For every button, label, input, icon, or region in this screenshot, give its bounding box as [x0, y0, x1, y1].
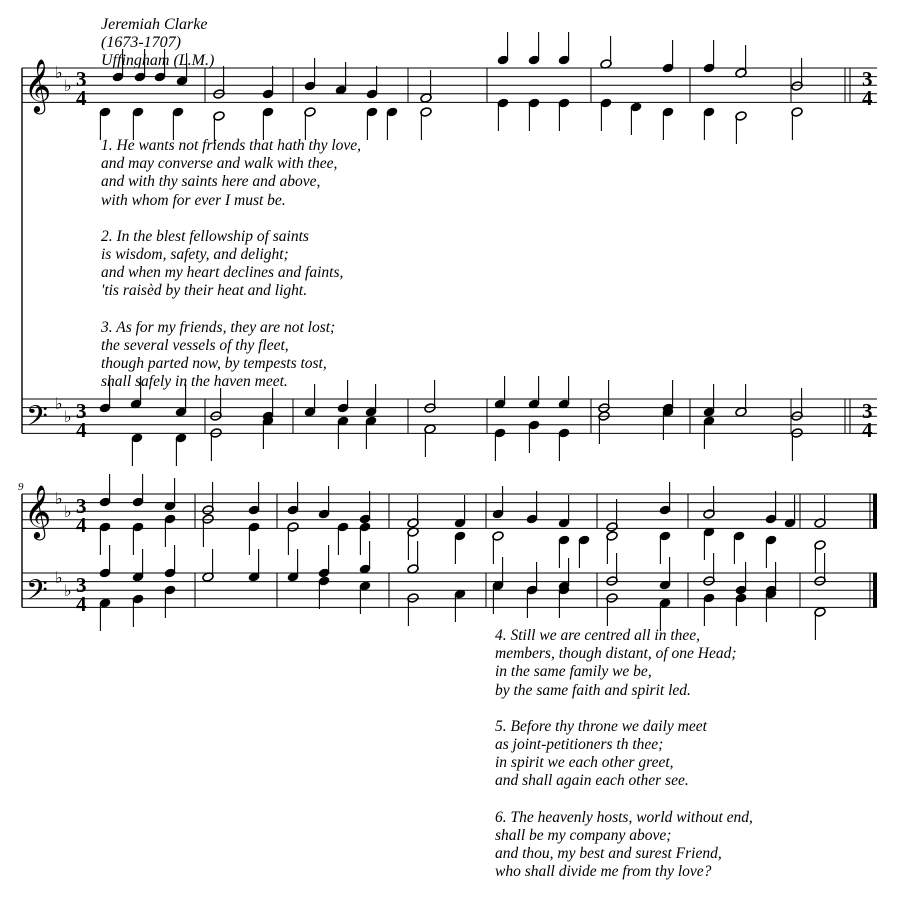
time-signature-bottom-s2-bass: 4 [76, 592, 87, 616]
verse-line: 6. The heavenly hosts, world without end, [495, 808, 753, 826]
time-signature-top-s1-bass: 3 [76, 399, 87, 423]
verses-bottom [495, 627, 753, 899]
verse-line: shall be my company above; [495, 826, 672, 844]
verse-line: the several vessels of thy fleet, [101, 336, 289, 354]
flat-icon: ♭ [64, 502, 72, 521]
tune-name: Uffingham (L.M.) [101, 52, 215, 69]
composer-name: Jeremiah Clarke [101, 16, 208, 33]
time-signature-top-s1-treble: 3 [76, 67, 87, 91]
bass-clef-icon: 𝄢 [26, 574, 48, 614]
stanza-5 [495, 718, 753, 791]
flat-icon: ♭ [64, 76, 72, 95]
clefs [24, 58, 72, 614]
verse-line: and when my heart declines and faints, [101, 264, 344, 282]
verse-line: and shall again each other see. [495, 772, 689, 790]
verse-line: with whom for ever I must be. [101, 191, 286, 209]
verse-line: 'tis raisèd by their heat and light. [101, 282, 308, 300]
treble-clef-icon: 𝄞 [24, 58, 52, 112]
verse-line: 5. Before thy throne we daily meet [495, 717, 707, 735]
verse-line: 2. In the blest fellowship of saints [101, 227, 309, 245]
time-signature-bottom-end: 4 [862, 86, 873, 110]
bass-clef-icon: 𝄢 [26, 400, 48, 440]
final-barline-thick [873, 573, 877, 607]
stanza-2 [101, 228, 361, 301]
verse-line: as joint-petitioners th thee; [495, 736, 664, 754]
verse-line: and may converse and walk with thee, [101, 155, 338, 173]
verse-line: though parted now, by tempests tost, [101, 355, 327, 373]
verse-line: who shall divide me from thy love? [495, 863, 712, 881]
verse-line: and with thy saints here and above, [101, 173, 321, 191]
verse-line: in spirit we each other greet, [495, 754, 674, 772]
time-signature-bottom-s1-treble: 4 [76, 86, 87, 110]
stanza-3 [101, 319, 361, 392]
time-signature-top-s2-treble: 3 [76, 494, 87, 518]
time-signature-bottom-end-bass: 4 [862, 418, 873, 442]
time-signature-bottom-s2-treble: 4 [76, 513, 87, 537]
flat-icon: ♭ [55, 489, 63, 508]
flat-icon: ♭ [55, 63, 63, 82]
verse-line: members, though distant, of one Head; [495, 645, 737, 663]
verse-line: 4. Still we are centred all in thee, [495, 627, 701, 644]
verse-line: 1. He wants not friends that hath thy love, [101, 137, 362, 154]
time-signature-top-end-bass: 3 [862, 399, 873, 423]
time-signature-top-s2-bass: 3 [76, 573, 87, 597]
measure-number: 9 [18, 481, 24, 493]
verse-line: 3. As for my friends, they are not lost; [101, 318, 336, 336]
flat-icon: ♭ [64, 581, 72, 600]
verse-line: and thou, my best and surest Friend, [495, 845, 722, 863]
flat-icon: ♭ [55, 568, 63, 587]
verse-line: shall safely in the haven meet. [101, 373, 288, 391]
verses-top [101, 137, 361, 409]
time-signature-bottom-s1-bass: 4 [76, 418, 87, 442]
final-barline-thick [873, 494, 877, 528]
verse-line: by the same faith and spirit led. [495, 681, 691, 699]
stanza-6 [495, 809, 753, 882]
time-signature-top-end: 3 [862, 67, 873, 91]
composer-dates: (1673-1707) [101, 34, 181, 51]
stanza-1 [101, 137, 361, 210]
verse-line: in the same family we be, [495, 663, 652, 681]
treble-clef-icon: 𝄞 [24, 484, 52, 538]
flat-icon: ♭ [55, 394, 63, 413]
flat-icon: ♭ [64, 407, 72, 426]
stanza-4 [495, 627, 753, 700]
verse-line: is wisdom, safety, and delight; [101, 246, 289, 264]
